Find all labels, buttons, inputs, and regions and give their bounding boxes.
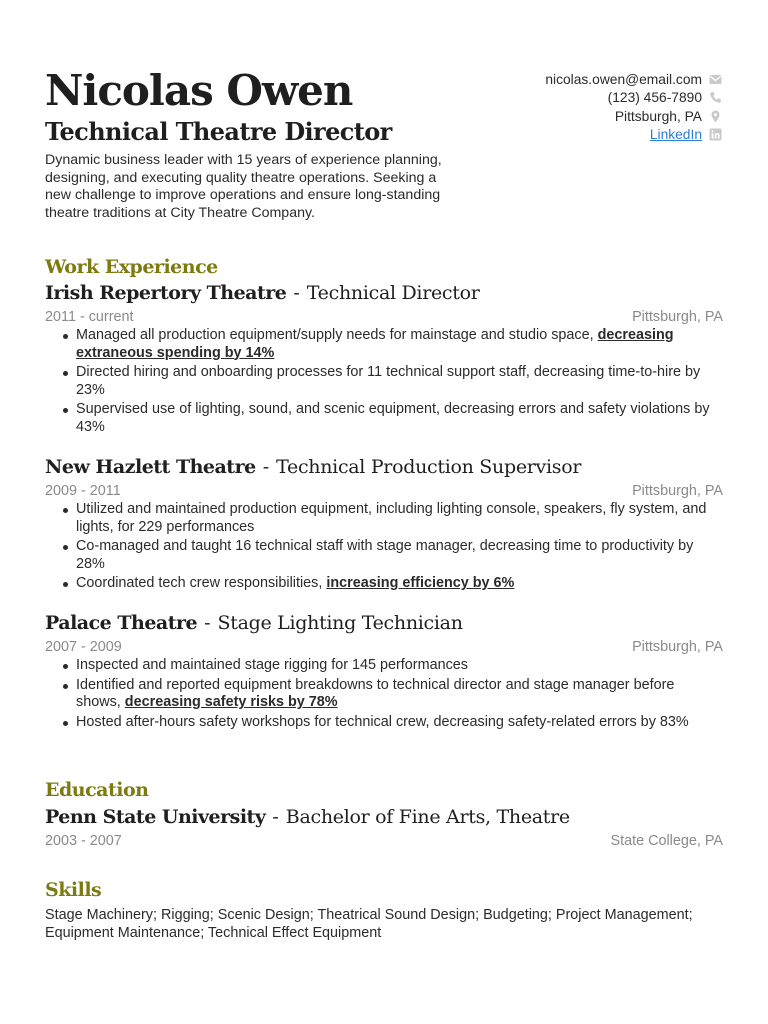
bullet-item	[76, 677, 723, 712]
linkedin-icon	[709, 128, 722, 141]
job-entry-new-hazlett	[45, 456, 723, 595]
job-bullets	[45, 657, 723, 731]
bullet-item	[76, 401, 723, 436]
contact-location	[545, 107, 722, 126]
section-heading-education: Education	[45, 779, 149, 801]
bullet-item	[76, 364, 723, 399]
education-dates: 2003 - 2007	[45, 833, 122, 849]
bullet-item	[76, 538, 723, 573]
job-header	[45, 282, 723, 308]
bullet-text: Directed hiring and onboarding processes for 11 technical support staff, decreasing time-to-hire by 23%	[76, 364, 701, 398]
location-text: Pittsburgh, PA	[614, 108, 702, 124]
title-separator: -	[262, 456, 270, 478]
bullet-text: Identified and reported equipment breakdowns to technical director and stage manager before shows,	[76, 676, 675, 710]
bullet-highlight: decreasing safety risks by 78%	[124, 694, 338, 710]
contact-linkedin[interactable]	[545, 126, 722, 145]
bullet-text: Managed all production equipment/supply needs for mainstage and studio space,	[76, 327, 598, 343]
bullet-item	[76, 575, 723, 593]
job-organization: Palace Theatre	[45, 612, 198, 634]
section-heading-work: Work Experience	[45, 256, 218, 278]
phone-text: (123) 456-7890	[607, 90, 702, 106]
summary-paragraph: Dynamic business leader with 15 years of experience planning, designing, and executing quality theatre operations. Seeking a new challenge to improve operations and ensure long-standing theatre traditions at City Theatre Company.	[45, 152, 442, 221]
job-dates: 2009 - 2011	[45, 483, 121, 499]
job-dates: 2011 - current	[45, 309, 134, 325]
bullet-item	[76, 327, 723, 362]
section-heading-skills: Skills	[45, 879, 102, 901]
candidate-name: Nicolas Owen	[45, 66, 353, 115]
education-location: State College, PA	[610, 833, 723, 849]
email-text: nicolas.owen@email.com	[545, 71, 702, 87]
contact-email	[545, 70, 722, 89]
linkedin-link[interactable]: LinkedIn	[649, 127, 702, 143]
job-location: Pittsburgh, PA	[632, 309, 723, 325]
title-separator: -	[272, 806, 279, 828]
bullet-item	[76, 501, 723, 536]
bullet-text: Coordinated tech crew responsibilities,	[76, 575, 327, 591]
education-entry	[45, 806, 723, 851]
contact-block	[545, 70, 722, 144]
bullet-item	[76, 657, 723, 675]
bullet-item	[76, 714, 723, 732]
contact-phone	[545, 89, 722, 108]
degree: Bachelor of Fine Arts, Theatre	[285, 806, 570, 828]
phone-icon	[709, 91, 722, 104]
job-meta	[45, 308, 723, 327]
school-name: Penn State University	[45, 806, 266, 828]
title-separator: -	[204, 612, 211, 634]
bullet-highlight: increasing efficiency by 6%	[326, 575, 515, 591]
bullet-text: Inspected and maintained stage rigging for 145 performances	[76, 657, 468, 673]
job-role: Technical Production Supervisor	[276, 456, 582, 478]
job-header	[45, 456, 723, 482]
bullet-text: Utilized and maintained production equipment, including lighting console, speakers, fly system, and lights, for 229 performances	[76, 501, 707, 535]
bullet-highlight: decreasing extraneous spending by 14%	[76, 327, 674, 361]
job-organization: Irish Repertory Theatre	[45, 282, 287, 304]
education-meta	[45, 832, 723, 851]
job-location: Pittsburgh, PA	[632, 483, 723, 499]
job-role: Stage Lighting Technician	[217, 612, 463, 634]
job-role: Technical Director	[306, 282, 480, 304]
job-header	[45, 612, 723, 638]
job-meta	[45, 482, 723, 501]
job-bullets	[45, 327, 723, 436]
job-entry-palace-theatre	[45, 612, 723, 733]
candidate-title: Technical Theatre Director	[45, 117, 392, 146]
job-dates: 2007 - 2009	[45, 639, 122, 655]
education-header	[45, 806, 723, 832]
job-organization: New Hazlett Theatre	[45, 456, 256, 478]
job-meta	[45, 638, 723, 657]
job-location: Pittsburgh, PA	[632, 639, 723, 655]
bullet-text: Hosted after-hours safety workshops for technical crew, decreasing safety-related errors by 83%	[76, 713, 689, 730]
bullet-text: Co-managed and taught 16 technical staff with stage manager, decreasing time to productivity by 28%	[76, 538, 694, 572]
map-pin-icon	[709, 110, 722, 123]
skills-list: Stage Machinery; Rigging; Scenic Design; Theatrical Sound Design; Budgeting; Project Management; Equipment Maintenance; Technical Effect Equipment	[45, 907, 693, 941]
job-bullets	[45, 501, 723, 593]
envelope-icon	[709, 73, 722, 86]
job-entry-irish-repertory	[45, 282, 723, 438]
title-separator: -	[293, 282, 300, 304]
bullet-text: Supervised use of lighting, sound, and scenic equipment, decreasing errors and safety violations by 43%	[76, 401, 710, 435]
